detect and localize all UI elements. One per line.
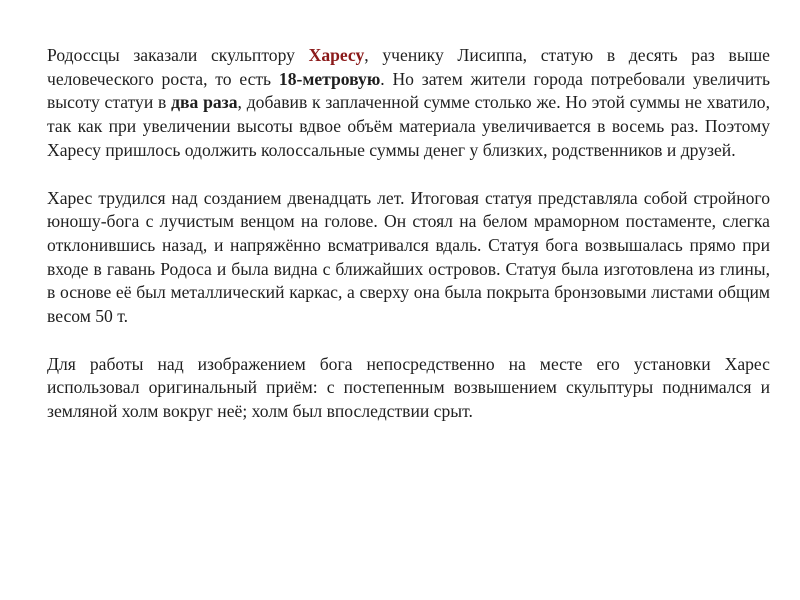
twice-highlight: два раза — [171, 92, 238, 113]
paragraph-1-text-4: , добавив к заплаченной сумме столько же. Но этой суммы не хватило, так как при увеличении высоты вдвое объём материала увеличивается в восемь раз. Поэтому Харесу пришлось одолжить колоссальные суммы денег у близких, родственников и друзей. — [47, 92, 770, 160]
paragraph-2-text: Харес трудился над созданием двенадцать лет. Итоговая статуя представляла собой стройного юношу-бога с лучистым венцом на голове. Он стоял на белом мраморном постаменте, слегка отклонившись назад, и напряжённо всматривался вдаль. Статуя бога возвышалась прямо при входе в гавань Родоса и была видна с ближайших островов. Статуя была изготовлена из глины, в основе её был металлический каркас, а сверху она была покрыта бронзовыми листами общим весом 50 т. — [47, 187, 770, 327]
paragraph-2 — [47, 187, 770, 329]
paragraph-1-text-2: , ученику Лисиппа, статую в десять раз выше человеческого роста, то есть — [47, 45, 770, 89]
text-block — [47, 44, 770, 448]
paragraph-1-text-3: . Но затем жители города потребовали увеличить высоту статуи в — [47, 68, 770, 113]
height-highlight: 18-метровую — [278, 68, 381, 89]
paragraph-1 — [47, 44, 770, 163]
paragraph-3 — [47, 353, 770, 424]
sculptor-name-highlight: Харесу — [308, 45, 365, 65]
paragraph-3-text: Для работы над изображением бога непосредственно на месте его установки Харес использовал оригинальный приём: с постепенным возвышением скульптуры поднимался и земляной холм вокруг неё; холм был впоследствии срыт. — [47, 353, 770, 422]
paragraph-1-text-1: Родоссцы заказали скульптору — [47, 45, 309, 65]
